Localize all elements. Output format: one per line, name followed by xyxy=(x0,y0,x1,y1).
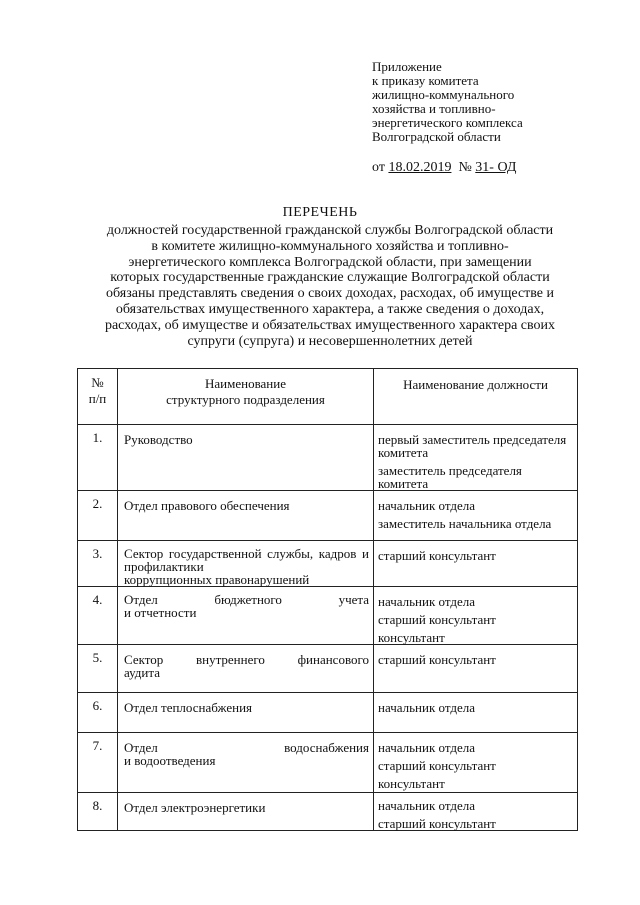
subtitle-line: расходах, об имуществе и обязательствах имущественного характера своих xyxy=(104,317,556,333)
row-positions xyxy=(374,645,578,693)
department-line: Отдел водоснабжения xyxy=(124,740,369,755)
table-row xyxy=(78,491,578,541)
row-department xyxy=(118,733,374,793)
table-row xyxy=(78,587,578,645)
row-department xyxy=(118,541,374,587)
position-item: начальник отдела xyxy=(378,798,476,813)
subtitle-line: обязаны представлять сведения о своих доходах, расходах, об имуществе и xyxy=(105,286,555,302)
department-line: Отдел правового обеспечения xyxy=(124,498,290,513)
position-item: старший консультант xyxy=(378,652,496,667)
table-row xyxy=(78,693,578,733)
table-row xyxy=(78,733,578,793)
row-positions xyxy=(374,541,578,587)
appendix-block xyxy=(372,60,622,144)
department-line: Отдел теплоснабжения xyxy=(124,700,253,715)
position-item: старший консультант xyxy=(378,758,496,773)
row-number: 8. xyxy=(78,793,118,831)
position-item: консультант xyxy=(378,776,445,791)
position-item: заместитель председателя комитета xyxy=(378,463,522,491)
subtitle-line: в комитете жилищно-коммунального хозяйства и топливно- xyxy=(151,238,509,254)
department-line: Отдел бюджетного учета xyxy=(124,592,369,607)
position-item: старший консультант xyxy=(378,548,496,563)
row-department xyxy=(118,693,374,733)
row-department xyxy=(118,491,374,541)
appendix-line: хозяйства и топливно- xyxy=(372,101,496,116)
appendix-line: энергетического комплекса xyxy=(372,115,523,130)
subtitle-line: супруги (супруга) и несовершеннолетних детей xyxy=(187,333,473,349)
subtitle-line: должностей государственной гражданской службы Волгоградской области xyxy=(106,223,554,238)
row-department xyxy=(118,793,374,831)
row-number: 4. xyxy=(78,587,118,645)
subtitle-line: обязательствах имущественного характера, а также сведения о доходах, xyxy=(115,301,545,317)
document-subtitle xyxy=(82,223,578,349)
department-line: Сектор государственной службы, кадров и профилактики xyxy=(124,546,369,574)
header-dept-line1: Наименование xyxy=(205,376,286,391)
row-positions xyxy=(374,733,578,793)
position-item: начальник отдела xyxy=(378,740,476,755)
position-item: начальник отдела xyxy=(378,498,476,513)
department-line: Сектор внутреннего финансового xyxy=(124,652,369,667)
header-num-line2: п/п xyxy=(88,391,107,406)
document-title: ПЕРЕЧЕНЬ xyxy=(282,205,358,220)
header-dept-cell xyxy=(118,369,374,425)
order-reference xyxy=(372,160,516,176)
row-number: 5. xyxy=(78,645,118,693)
position-item: первый заместитель председателя комитета xyxy=(378,432,567,460)
row-number: 6. xyxy=(78,693,118,733)
header-pos-cell xyxy=(374,369,578,425)
position-item: начальник отдела xyxy=(378,700,476,715)
order-number-sign: № xyxy=(458,160,472,175)
positions-table xyxy=(77,368,578,831)
table-header-row xyxy=(78,369,578,425)
row-number: 7. xyxy=(78,733,118,793)
department-line: и водоотведения xyxy=(124,753,216,768)
department-line: и отчетности xyxy=(124,605,197,620)
appendix-line: Приложение xyxy=(372,59,442,74)
row-number: 1. xyxy=(78,425,118,491)
position-item: старший консультант xyxy=(378,816,496,831)
order-prefix: от xyxy=(372,160,385,175)
header-pos: Наименование должности xyxy=(403,377,548,392)
appendix-line: жилищно-коммунального xyxy=(372,87,515,102)
position-item: начальник отдела xyxy=(378,594,476,609)
row-positions xyxy=(374,491,578,541)
row-department xyxy=(118,645,374,693)
department-line: Руководство xyxy=(124,432,193,447)
table-row xyxy=(78,645,578,693)
table-row xyxy=(78,793,578,831)
order-date: 18.02.2019 xyxy=(388,160,452,175)
position-item: консультант xyxy=(378,630,445,645)
table-row xyxy=(78,541,578,587)
header-num-line1: № xyxy=(91,375,104,390)
row-positions xyxy=(374,793,578,831)
row-number: 2. xyxy=(78,491,118,541)
department-line: аудита xyxy=(124,665,160,680)
department-line: коррупционных правонарушений xyxy=(124,572,310,587)
row-number: 3. xyxy=(78,541,118,587)
appendix-line: к приказу комитета xyxy=(372,73,479,88)
position-item: заместитель начальника отдела xyxy=(378,516,552,531)
order-number: 31- ОД xyxy=(475,160,517,175)
subtitle-line: которых государственные гражданские служащие Волгоградской области xyxy=(110,270,550,286)
subtitle-line: энергетического комплекса Волгоградской области, при замещении xyxy=(128,254,532,270)
row-positions xyxy=(374,587,578,645)
row-positions xyxy=(374,425,578,491)
row-positions xyxy=(374,693,578,733)
table-row xyxy=(78,425,578,491)
department-line: Отдел электроэнергетики xyxy=(124,800,266,815)
row-department xyxy=(118,587,374,645)
appendix-line: Волгоградской области xyxy=(372,129,501,144)
header-dept-line2: структурного подразделения xyxy=(166,392,325,407)
position-item: старший консультант xyxy=(378,612,496,627)
row-department xyxy=(118,425,374,491)
header-num-cell xyxy=(78,369,118,425)
